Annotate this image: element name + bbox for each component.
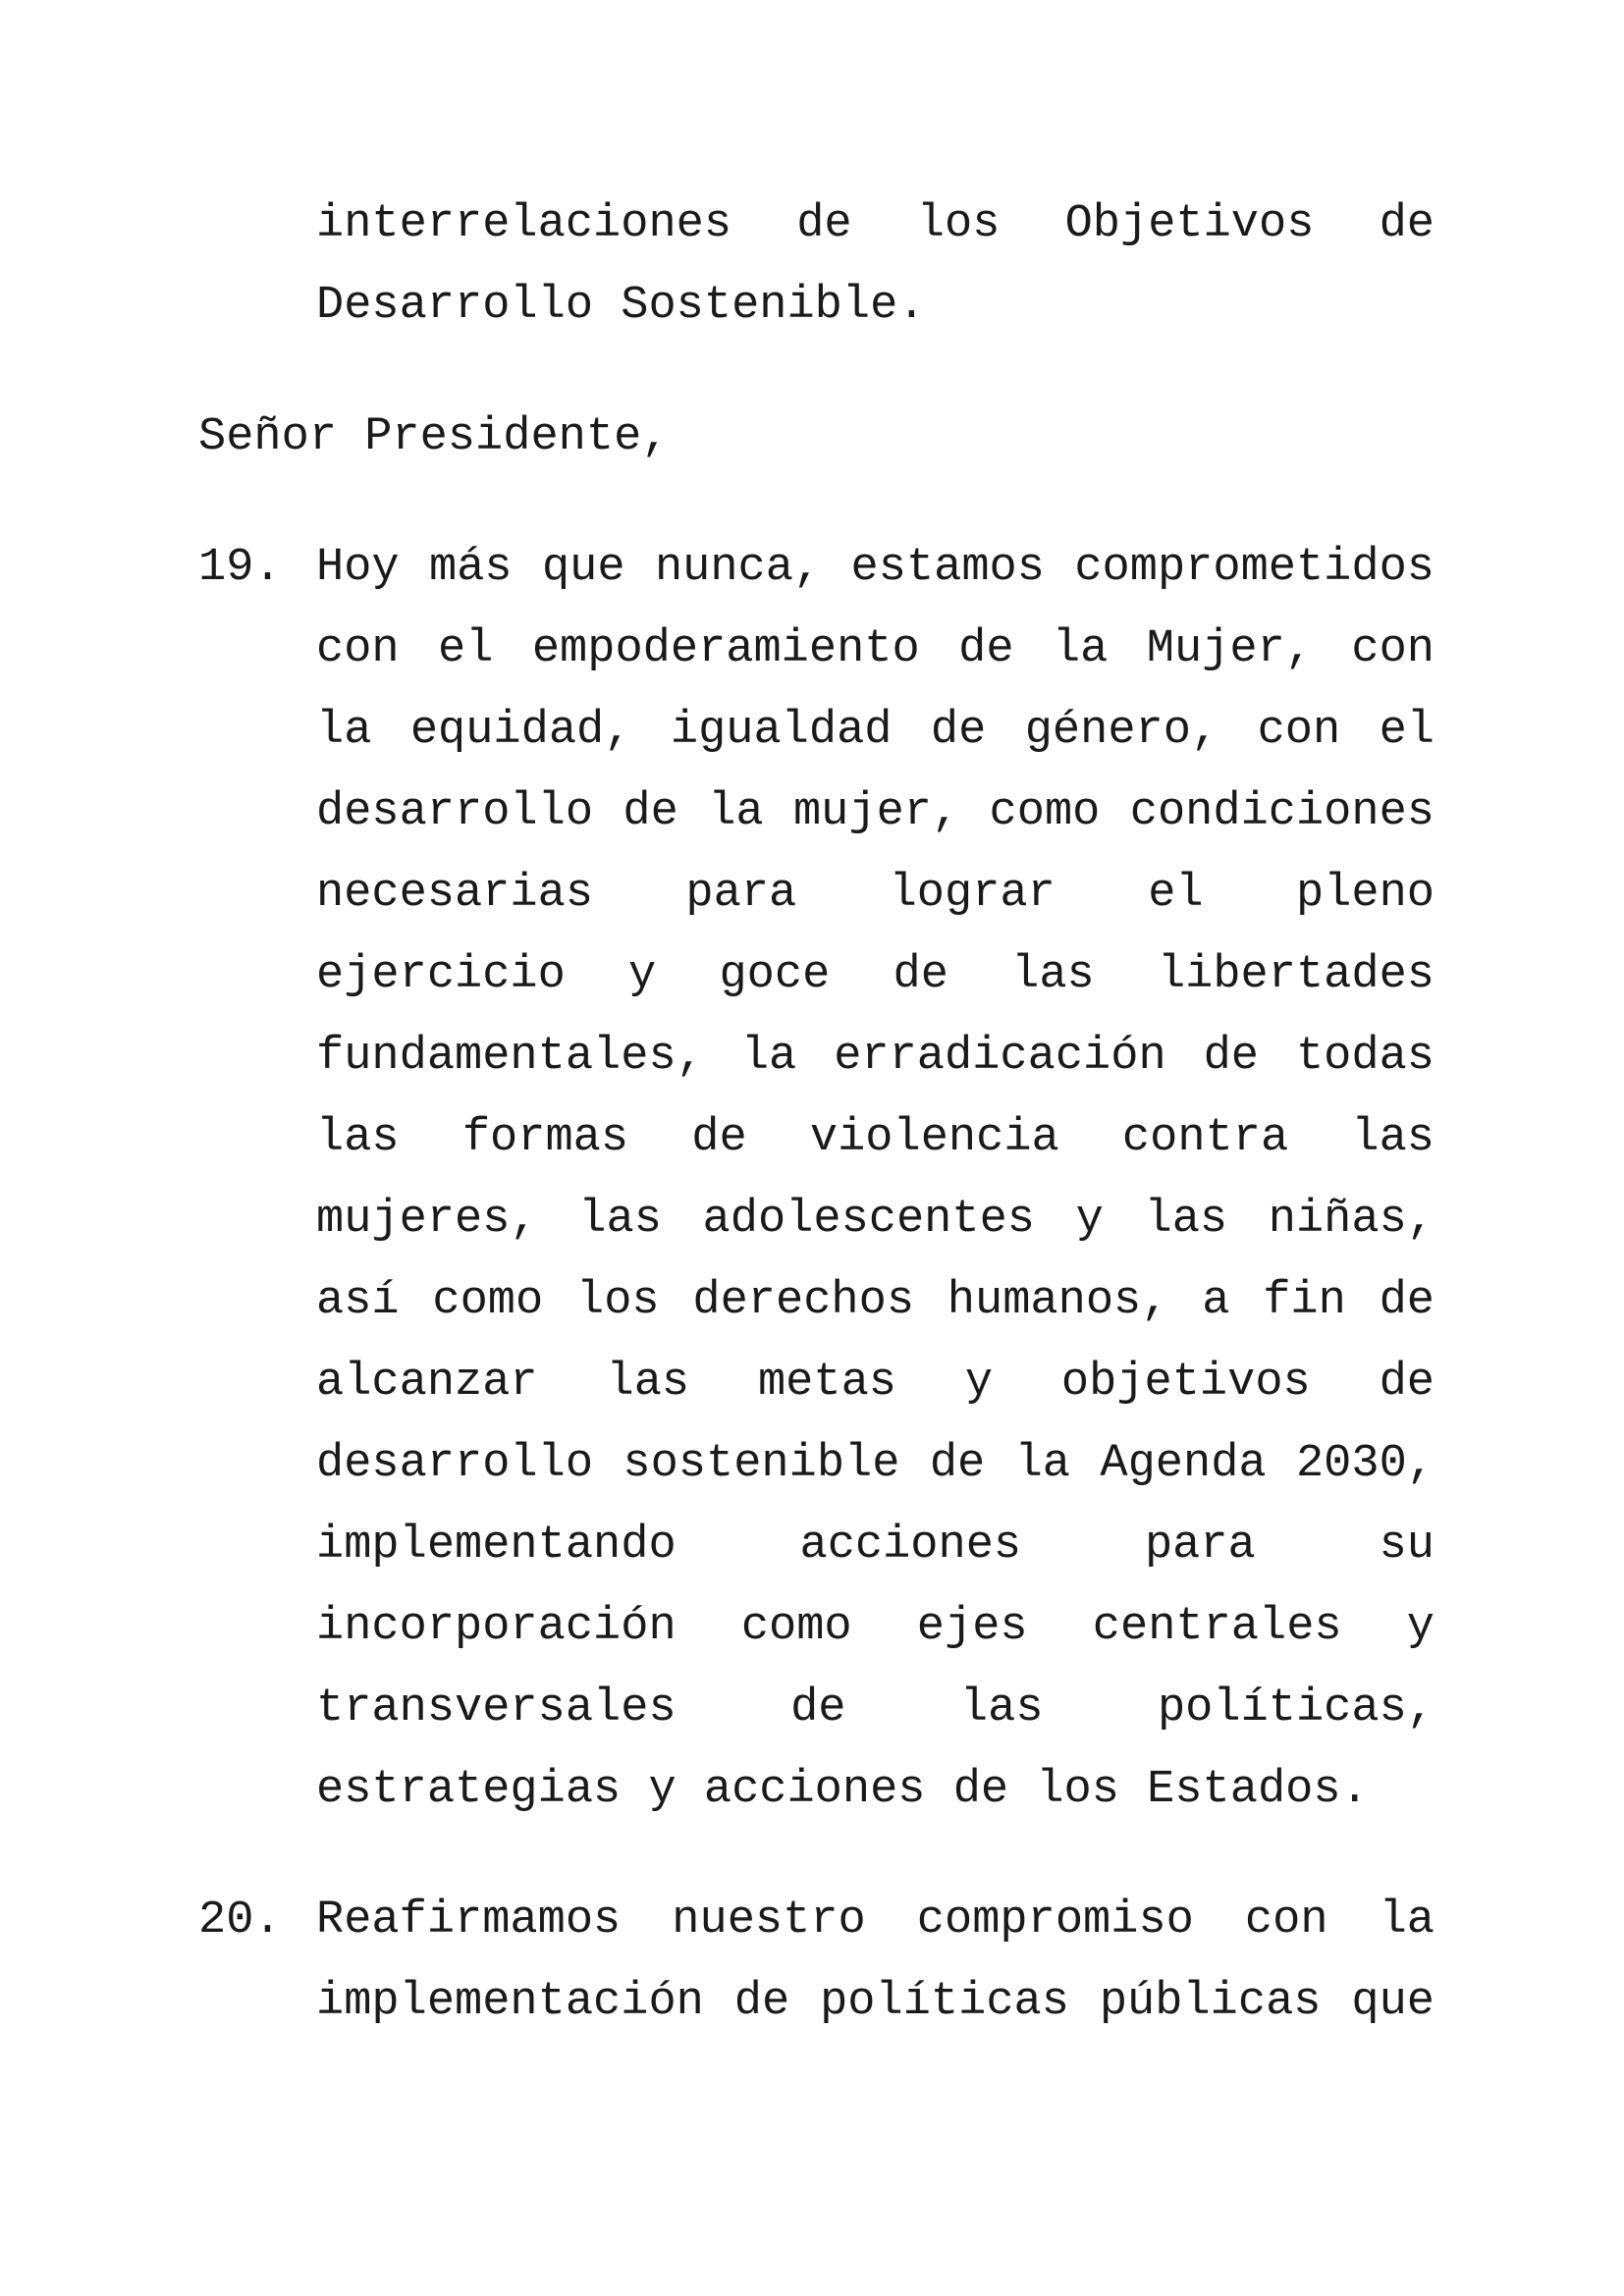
paragraph-line: ejercicio y goce de las libertades [316, 949, 1435, 1001]
salutation: Señor Presidente, [198, 411, 670, 463]
paragraph-line: desarrollo sostenible de la Agenda 2030, [316, 1438, 1435, 1490]
paragraph-line: Reafirmamos nuestro compromiso con la [316, 1895, 1435, 1947]
paragraph-line: desarrollo de la mujer, como condiciones [316, 786, 1435, 838]
paragraph-number: 19. [198, 542, 282, 594]
paragraph-line: incorporación como ejes centrales y [316, 1601, 1435, 1653]
paragraph-number: 20. [198, 1895, 282, 1947]
paragraph-line: necesarias para lograr el pleno [316, 868, 1435, 920]
paragraph-line: con el empoderamiento de la Mujer, con [316, 623, 1435, 675]
paragraph-line: la equidad, igualdad de género, con el [316, 705, 1435, 757]
paragraph-line: las formas de violencia contra las [316, 1112, 1435, 1164]
paragraph-line: implementación de políticas públicas que [316, 1976, 1435, 2028]
continuation-line: interrelaciones de los Objetivos de [316, 198, 1435, 250]
paragraph-line: mujeres, las adolescentes y las niñas, [316, 1194, 1435, 1246]
paragraph-line: así como los derechos humanos, a fin de [316, 1275, 1435, 1327]
paragraph-line: alcanzar las metas y objetivos de [316, 1357, 1435, 1409]
paragraph-line: Hoy más que nunca, estamos comprometidos [316, 542, 1435, 594]
paragraph-line: implementando acciones para su [316, 1520, 1435, 1572]
paragraph-line: transversales de las políticas, [316, 1682, 1435, 1735]
paragraph-line: estrategias y acciones de los Estados. [316, 1764, 1369, 1816]
continuation-line: Desarrollo Sostenible. [316, 280, 926, 332]
paragraph-line: fundamentales, la erradicación de todas [316, 1031, 1435, 1083]
